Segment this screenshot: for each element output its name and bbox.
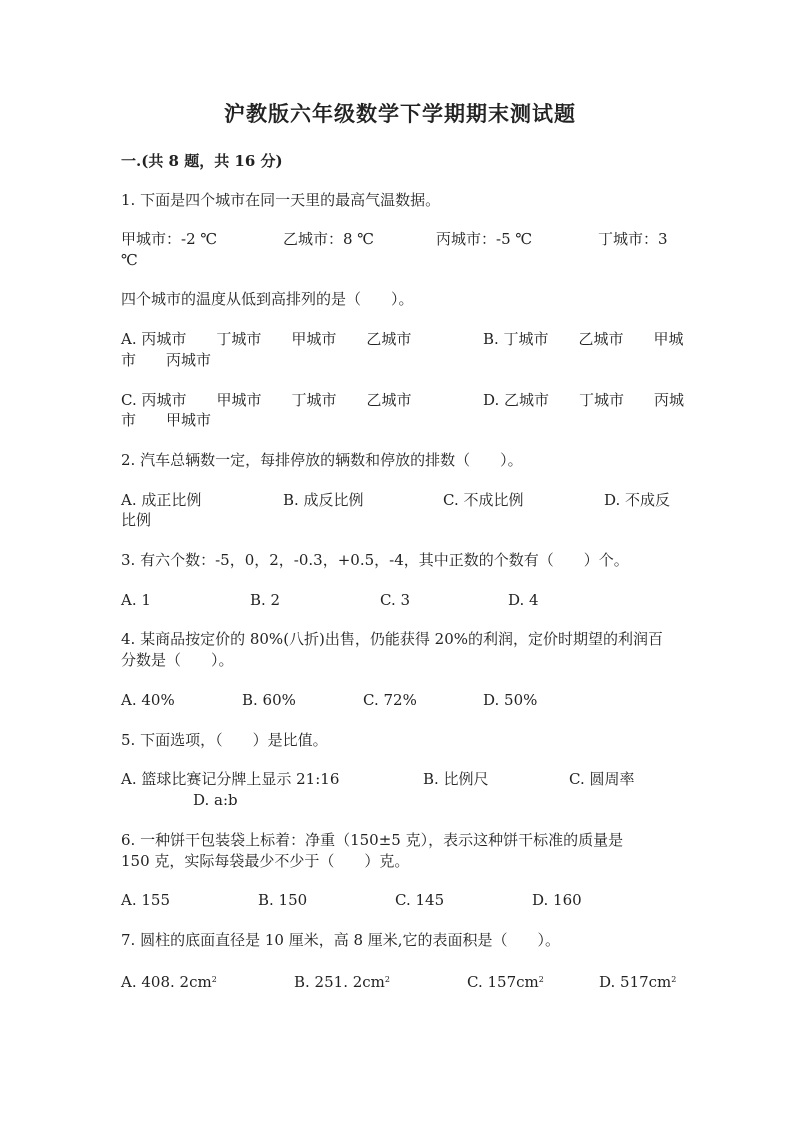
squared-mark: 2 (671, 975, 677, 984)
q4-option-d: D. 50% (483, 691, 538, 709)
q4-option-c: C. 72% (363, 691, 417, 709)
temp-city-bing: 丙城市：-5 ℃ (436, 230, 533, 248)
q6-option-c: C. 145 (395, 891, 445, 909)
question-6-stem-wrap: 150 克，实际每袋最少不少于（ ）克。 (121, 852, 410, 870)
section-heading: 一.(共 8 题，共 16 分) (121, 152, 283, 170)
page-title: 沪教版六年级数学下学期期末测试题 (224, 101, 576, 126)
question-5-stem: 5. 下面选项，（ ）是比值。 (121, 731, 328, 749)
squared-mark: 2 (211, 975, 217, 984)
question-1-ask: 四个城市的温度从低到高排列的是（ ）。 (121, 290, 414, 308)
temp-unit-wrap: ℃ (121, 251, 138, 269)
q1-option-d-wrap: 市 甲城市 (121, 411, 212, 429)
q7-option-b (294, 970, 390, 992)
question-4-stem-wrap: 分数是（ ）。 (121, 651, 234, 669)
question-3-stem: 3. 有六个数：-5，0，2，-0.3，+0.5，-4，其中正数的个数有（ ）个。 (121, 551, 629, 569)
q6-option-b: B. 150 (258, 891, 308, 909)
q4-option-b: B. 60% (242, 691, 296, 709)
q5-option-d: D. a:b (193, 791, 238, 809)
squared-mark: 2 (384, 975, 390, 984)
q2-option-b: B. 成反比例 (283, 491, 364, 509)
temp-city-yi: 乙城市：8 ℃ (283, 230, 375, 248)
q5-option-c: C. 圆周率 (569, 770, 635, 788)
q3-option-a: A. 1 (121, 591, 151, 609)
question-1-stem: 1. 下面是四个城市在同一天里的最高气温数据。 (121, 191, 441, 209)
squared-mark: 2 (538, 975, 544, 984)
question-2-stem: 2. 汽车总辆数一定，每排停放的辆数和停放的排数（ ）。 (121, 451, 523, 469)
temp-city-ding: 丁城市：3 (598, 230, 668, 248)
q6-option-a: A. 155 (121, 891, 170, 909)
q1-option-c: C. 丙城市 甲城市 丁城市 乙城市 (121, 391, 412, 409)
q7-option-c-text: C. 157cm (467, 973, 539, 991)
q7-option-a (121, 970, 217, 992)
q5-option-b: B. 比例尺 (423, 770, 489, 788)
q4-option-a: A. 40% (121, 691, 175, 709)
q1-option-a: A. 丙城市 丁城市 甲城市 乙城市 (121, 330, 412, 348)
q5-option-a: A. 篮球比赛记分牌上显示 21:16 (121, 770, 340, 788)
q3-option-b: B. 2 (250, 591, 281, 609)
q6-option-d: D. 160 (532, 891, 582, 909)
q7-option-d-text: D. 517cm (599, 973, 672, 991)
q7-option-c (467, 970, 544, 992)
q7-option-b-text: B. 251. 2cm (294, 973, 385, 991)
q7-option-d (599, 970, 676, 992)
q2-option-d-wrap: 比例 (121, 511, 152, 529)
q1-option-d: D. 乙城市 丁城市 丙城 (483, 391, 685, 409)
question-4-stem: 4. 某商品按定价的 80%(八折)出售，仍能获得 20%的利润，定价时期望的利润百 (121, 630, 664, 648)
q3-option-d: D. 4 (508, 591, 539, 609)
q1-option-b-wrap: 市 丙城市 (121, 351, 212, 369)
q2-option-a: A. 成正比例 (121, 491, 202, 509)
q2-option-c: C. 不成比例 (443, 491, 524, 509)
q7-option-a-text: A. 408. 2cm (121, 973, 212, 991)
q3-option-c: C. 3 (380, 591, 411, 609)
q2-option-d: D. 不成反 (604, 491, 671, 509)
question-7-stem: 7. 圆柱的底面直径是 10 厘米，高 8 厘米,它的表面积是（ ）。 (121, 931, 561, 949)
temp-city-jia: 甲城市：-2 ℃ (121, 230, 218, 248)
q1-option-b: B. 丁城市 乙城市 甲城 (483, 330, 684, 348)
question-6-stem: 6. 一种饼干包装袋上标着：净重（150±5 克），表示这种饼干标准的质量是 (121, 831, 624, 849)
